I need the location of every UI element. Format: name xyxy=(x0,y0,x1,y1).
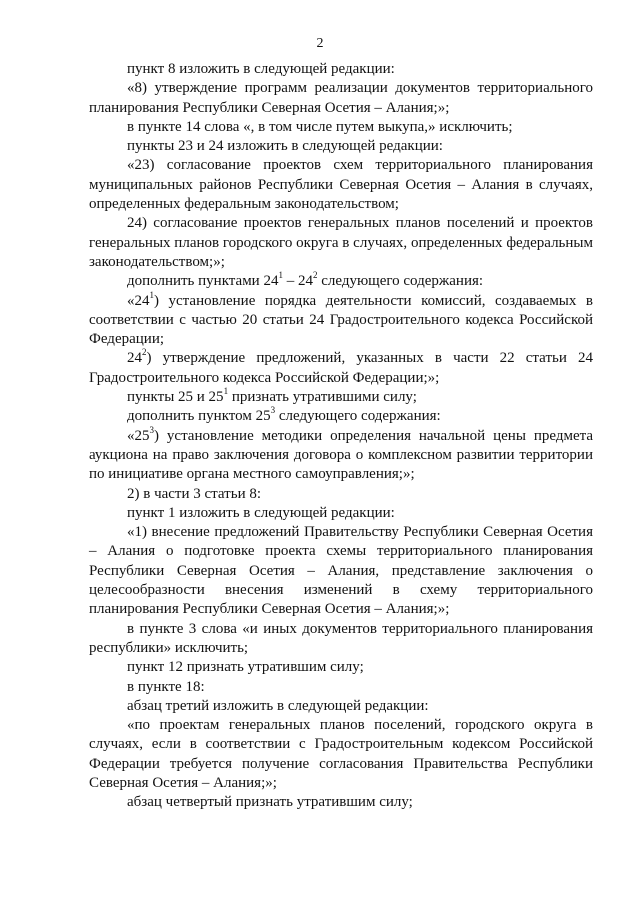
paragraph xyxy=(89,388,593,407)
superscript: 3 xyxy=(270,405,276,416)
paragraph xyxy=(89,349,593,388)
paragraph: пункт 8 изложить в следующей редакции: xyxy=(127,61,395,77)
text-run: 24 xyxy=(127,350,142,367)
paragraph: «8) утверждение программ реализации документов территориального планирования Республики Северная Осетия – Алания;»; xyxy=(89,80,593,116)
paragraph xyxy=(89,289,593,350)
text-run: следующего содержания: xyxy=(317,273,484,290)
paragraph: 24) согласование проектов генеральных планов поселений и проектов генеральных планов городского округа в случаях, определенных федеральным законодательством;»; xyxy=(89,215,593,270)
superscript: 1 xyxy=(223,386,229,397)
paragraph: в пункте 18: xyxy=(127,678,205,695)
text-run: дополнить пунктами 24 xyxy=(127,273,279,290)
text-run: признать утратившими силу; xyxy=(228,389,417,406)
text-run: ) установление порядка деятельности комиссий, создаваемых в соответствии с частью 20 статьи 24 Градостроительного кодекса Российской Федерации; xyxy=(89,292,593,348)
text-run: пункты 25 и 25 xyxy=(127,389,224,406)
paragraph xyxy=(89,272,593,291)
paragraph: «23) согласование проектов схем территориального планирования муниципальных районов Республики Северная Осетия – Алания в случаях, определенных федеральным законодательством; xyxy=(89,157,593,213)
paragraph: абзац четвертый признать утратившим силу; xyxy=(127,794,413,811)
superscript: 2 xyxy=(142,347,147,358)
superscript: 2 xyxy=(312,270,318,281)
paragraph: в пункте 3 слова «и иных документов территориального планирования республики» исключить; xyxy=(89,620,593,656)
paragraph: пункты 23 и 24 изложить в следующей редакции: xyxy=(127,138,443,155)
paragraph: абзац третий изложить в следующей редакции: xyxy=(127,697,429,714)
text-run: – 24 xyxy=(282,273,313,290)
text-run: ) утверждение предложений, указанных в части 22 статьи 24 Градостроительного кодекса Российской Федерации;»; xyxy=(89,350,593,386)
page-number: 2 xyxy=(316,36,324,51)
superscript: 3 xyxy=(149,424,154,435)
superscript: 1 xyxy=(278,270,283,281)
paragraph xyxy=(89,424,593,485)
paragraph: «1) внесение предложений Правительству Республики Северная Осетия – Алания о подготовке проекта схемы территориального планирования Республики Северная Осетия – Алания, представление заключения о целесообразности внесения изменений в схему территориального планирования Республики Северная Осетия – Алания;»; xyxy=(89,524,593,618)
paragraph: 2) в части 3 статьи 8: xyxy=(127,485,262,502)
text-run: «24 xyxy=(127,292,150,309)
text-run: ) установление методики определения начальной цены предмета аукциона на право заключения договора о комплексном развитии территории по инициативе органа местного самоуправления;»; xyxy=(89,427,593,483)
paragraph: в пункте 14 слова «, в том числе путем выкупа,» исключить; xyxy=(127,118,513,135)
superscript: 1 xyxy=(149,289,154,300)
paragraph xyxy=(89,407,593,426)
document-body xyxy=(89,60,593,813)
paragraph: пункт 12 признать утратившим силу; xyxy=(127,659,364,676)
text-run: дополнить пунктом 25 xyxy=(127,408,271,425)
text-run: следующего содержания: xyxy=(275,408,441,425)
text-run: «25 xyxy=(127,427,150,444)
paragraph: пункт 1 изложить в следующей редакции: xyxy=(127,504,395,521)
paragraph: «по проектам генеральных планов поселений, городского округа в случаях, если в соответствии с Градостроительным кодексом Российской Федерации требуется получение согласования Правительства Республики Северная Осетия – Алания;»; xyxy=(89,717,593,791)
